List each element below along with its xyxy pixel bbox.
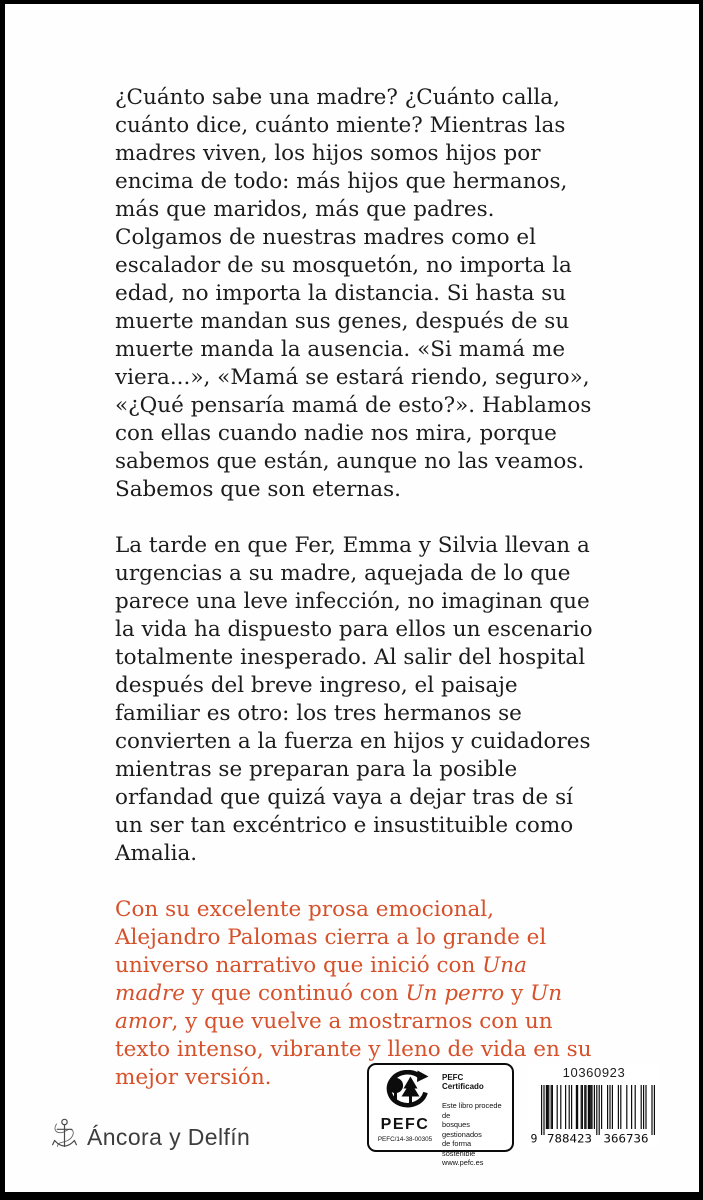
pefc-license-number: PEFC/14-38-00305 — [377, 1136, 433, 1143]
pefc-certification-box — [367, 1063, 514, 1167]
internal-product-number: 10360923 — [562, 1065, 626, 1080]
pefc-wordmark: PEFC — [380, 1116, 430, 1133]
pefc-trees-icon — [380, 1070, 430, 1116]
pefc-logo-column — [374, 1070, 436, 1145]
book-title-un-amor: Un amor — [115, 981, 563, 1034]
promo-text-segment: y que continuó con — [184, 981, 406, 1006]
svg-text:366736: 366736 — [603, 1131, 649, 1144]
synopsis-paragraph-2: La tarde en que Fer, Emma y Silvia llevan a urgencias a su madre, aquejada de lo que parece una leve infección, no imaginan que la vida ha dispuesto para ellos un escenario totalmente inesperado. Al salir del hospital después del breve ingreso, el paisaje familiar es otro: los tres hermanos se convierten a la fuerza en hijos y cuidadores mientras se preparan para la posible orfandad que quizá vaya a dejar tras de sí un ser tan excéntrico e insustituible como Amalia. — [115, 533, 593, 866]
anchor-dolphin-icon — [51, 1117, 78, 1157]
pefc-statement-line: bosques gestionados — [442, 1120, 482, 1139]
pefc-text-column — [436, 1070, 506, 1167]
publisher-name: Áncora y Delfín — [87, 1123, 251, 1150]
publisher-imprint — [51, 1117, 250, 1157]
svg-text:788423: 788423 — [547, 1131, 593, 1144]
promo-text-segment: Con su excelente prosa emocional, Alejandro Palomas cierra a lo grande el universo narrativo que inició con — [115, 897, 547, 978]
ean13-barcode — [530, 1085, 658, 1144]
synopsis-paragraph-1: ¿Cuánto sabe una madre? ¿Cuánto calla, cuánto dice, cuánto miente? Mientras las madres viven, los hijos somos hijos por encima de todo: más hijos que hermanos, más que maridos, más que padres. Colgamos de nuestras madres como el escalador de su mosquetón, no importa la edad, no importa la distancia. Si hasta su muerte mandan sus genes, después de su muerte manda la ausencia. «Si mamá me viera...», «Mamá se estará riendo, seguro», «¿Qué pensaría mamá de esto?». Hablamos con ellas cuando nadie nos mira, porque sabemos que están, aunque no las veamos. Sabemos que son eternas. — [115, 85, 592, 502]
synopsis-block — [115, 84, 603, 1120]
pefc-certified-label: PEFC Certificado — [442, 1073, 484, 1091]
pefc-statement-line: Este libro procede de — [442, 1101, 502, 1120]
promo-paragraph — [115, 896, 603, 1092]
pefc-statement-line: de forma sostenible — [442, 1139, 476, 1158]
promo-text-segment: , y que vuelve a mostrarnos con un texto intenso, vibrante y lleno de vida en su mejor versión. — [115, 1009, 592, 1090]
isbn-barcode-block — [528, 1065, 660, 1148]
pefc-website: www.pefc.es — [442, 1158, 484, 1167]
svg-text:9: 9 — [530, 1131, 538, 1144]
promo-text-segment: y — [504, 981, 531, 1006]
book-title-una-madre: Una madre — [115, 953, 527, 1006]
book-title-un-perro: Un perro — [405, 981, 505, 1006]
